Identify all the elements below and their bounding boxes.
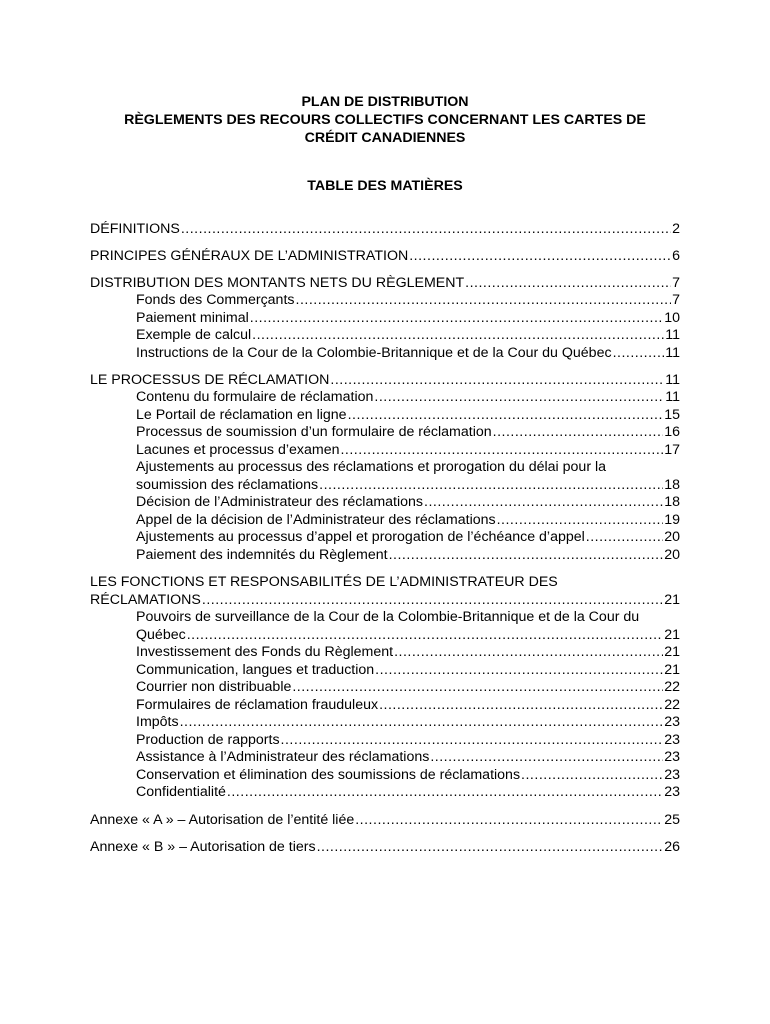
- leader-dots: [586, 529, 663, 547]
- toc-entry-conservation[interactable]: Conservation et élimination des soumissions de réclamations ..... 23: [90, 767, 680, 785]
- document-title: [90, 93, 680, 147]
- toc-entry-decision[interactable]: Décision de l’Administrateur des réclamations ..... 18: [90, 494, 680, 512]
- toc-entry-annexe-b[interactable]: Annexe « B » – Autorisation de tiers ..... 26: [90, 838, 680, 856]
- toc-entry-processus-soumission[interactable]: Processus de soumission d’un formulaire de réclamation ..... 16: [90, 424, 680, 442]
- page-number: 11: [665, 372, 680, 388]
- page-number: 23: [664, 714, 680, 730]
- toc-entry-communication[interactable]: Communication, langues et traduction ..... 21: [90, 662, 680, 680]
- page-number: 20: [664, 546, 680, 563]
- toc-entry-distribution[interactable]: DISTRIBUTION DES MONTANTS NETS DU RÈGLEMENT ..... 7: [90, 274, 680, 292]
- page-number: 22: [664, 679, 680, 695]
- page-number: 23: [664, 731, 680, 748]
- toc-entry-fonctions-line1[interactable]: LES FONCTIONS ET RESPONSABILITÉS DE L’ADMINISTRATEUR DES: [90, 574, 558, 590]
- page-number: 7: [672, 275, 680, 291]
- toc-entry-fonds-commercants[interactable]: Fonds des Commerçants ..... 7: [90, 292, 680, 310]
- toc-entry-fonctions[interactable]: RÉCLAMATIONS ..... 21: [90, 591, 680, 609]
- leader-dots: [340, 442, 663, 460]
- toc-entry-ajustements[interactable]: soumission des réclamations ..... 18: [90, 477, 680, 495]
- leader-dots: [394, 644, 663, 662]
- toc-entry-instructions-cour[interactable]: Instructions de la Cour de la Colombie-Britannique et de la Cour du Québec ..... 11: [90, 345, 680, 363]
- leader-dots: [497, 512, 664, 530]
- leader-dots: [355, 811, 663, 829]
- toc-entry-assistance[interactable]: Assistance à l’Administrateur des réclamations ..... 23: [90, 749, 680, 767]
- page-number: 21: [664, 626, 680, 643]
- toc-entry-processus-reclamation[interactable]: LE PROCESSUS DE RÉCLAMATION ..... 11: [90, 371, 680, 389]
- toc-entry-ajustements-appel[interactable]: Ajustements au processus d’appel et prorogation de l’échéance d’appel ..... 20: [90, 529, 680, 547]
- toc-entry-confidentialite[interactable]: Confidentialité ..... 23: [90, 784, 680, 802]
- leader-dots: [374, 389, 664, 407]
- page-number: 15: [664, 406, 680, 423]
- title-line-1: PLAN DE DISTRIBUTION: [301, 94, 469, 110]
- page-number: 19: [664, 511, 680, 528]
- page-number: 18: [664, 476, 680, 493]
- page-number: 10: [664, 309, 680, 326]
- page-number: 23: [664, 784, 680, 800]
- leader-dots: [252, 327, 664, 345]
- page-number: 21: [664, 644, 680, 660]
- leader-dots: [379, 697, 663, 715]
- title-line-2: RÈGLEMENTS DES RECOURS COLLECTIFS CONCERNANT LES CARTES DE: [124, 112, 646, 128]
- toc-entry-lacunes[interactable]: Lacunes et processus d’examen ..... 17: [90, 442, 680, 460]
- leader-dots: [187, 627, 664, 645]
- toc-entry-appel[interactable]: Appel de la décision de l’Administrateur des réclamations ..... 19: [90, 512, 680, 530]
- page-number: 11: [665, 344, 680, 361]
- leader-dots: [181, 220, 671, 238]
- toc-entry-courrier[interactable]: Courrier non distribuable ..... 22: [90, 679, 680, 697]
- page-number: 17: [664, 441, 680, 458]
- leader-dots: [409, 247, 671, 265]
- leader-dots: [424, 494, 663, 512]
- toc-entry-exemple-calcul[interactable]: Exemple de calcul ..... 11: [90, 327, 680, 345]
- toc-entry-pouvoirs[interactable]: Québec ..... 21: [90, 627, 680, 645]
- title-line-3: CRÉDIT CANADIENNES: [304, 130, 466, 146]
- toc-entry-paiement-minimal[interactable]: Paiement minimal ..... 10: [90, 310, 680, 328]
- leader-dots: [521, 767, 663, 785]
- toc-entry-definitions[interactable]: DÉFINITIONS ..... 2: [90, 220, 680, 238]
- leader-dots: [330, 371, 664, 389]
- toc-heading: TABLE DES MATIÈRES: [307, 178, 463, 194]
- leader-dots: [493, 424, 664, 442]
- page-number: 25: [664, 811, 680, 828]
- page-number: 16: [664, 424, 680, 440]
- leader-dots: [250, 310, 663, 328]
- toc-entry-investissement[interactable]: Investissement des Fonds du Règlement ..... 21: [90, 644, 680, 662]
- leader-dots: [180, 714, 664, 732]
- page-number: 21: [664, 661, 680, 678]
- toc-entry-production-rapports[interactable]: Production de rapports ..... 23: [90, 732, 680, 750]
- leader-dots: [227, 784, 663, 802]
- toc-entry-paiement-indemnites[interactable]: Paiement des indemnités du Règlement ..... 20: [90, 547, 680, 565]
- leader-dots: [613, 345, 665, 363]
- toc-entry-pouvoirs-line1[interactable]: Pouvoirs de surveillance de la Cour de la Colombie-Britannique et de la Cour du: [136, 609, 640, 625]
- page-number: 11: [665, 327, 680, 343]
- leader-dots: [319, 477, 663, 495]
- leader-dots: [292, 679, 663, 697]
- page-number: 2: [672, 221, 680, 237]
- table-of-contents: [90, 220, 680, 856]
- leader-dots: [465, 274, 671, 292]
- page-number: 11: [665, 389, 680, 405]
- page-number: 21: [664, 592, 680, 608]
- page-number: 20: [664, 529, 680, 545]
- toc-entry-portail[interactable]: Le Portail de réclamation en ligne ..... 15: [90, 407, 680, 425]
- leader-dots: [375, 662, 663, 680]
- page-number: 26: [664, 838, 680, 855]
- toc-entry-ajustements-line1[interactable]: Ajustements au processus des réclamations et prorogation du délai pour la: [136, 459, 607, 475]
- page-number: 23: [664, 749, 680, 765]
- leader-dots: [317, 838, 664, 856]
- page-number: 22: [664, 696, 680, 713]
- toc-entry-contenu-formulaire[interactable]: Contenu du formulaire de réclamation ..... 11: [90, 389, 680, 407]
- page-number: 6: [672, 248, 680, 264]
- leader-dots: [296, 292, 672, 310]
- toc-entry-annexe-a[interactable]: Annexe « A » – Autorisation de l’entité liée ..... 25: [90, 811, 680, 829]
- toc-entry-impots[interactable]: Impôts ..... 23: [90, 714, 680, 732]
- leader-dots: [202, 591, 663, 609]
- leader-dots: [430, 749, 663, 767]
- leader-dots: [389, 547, 664, 565]
- leader-dots: [348, 407, 664, 425]
- page-number: 7: [672, 292, 680, 308]
- page-number: 18: [664, 494, 680, 510]
- leader-dots: [281, 732, 664, 750]
- page-number: 23: [664, 766, 680, 783]
- toc-entry-formulaires-frauduleux[interactable]: Formulaires de réclamation frauduleux ..... 22: [90, 697, 680, 715]
- toc-entry-principes[interactable]: PRINCIPES GÉNÉRAUX DE L’ADMINISTRATION ..... 6: [90, 247, 680, 265]
